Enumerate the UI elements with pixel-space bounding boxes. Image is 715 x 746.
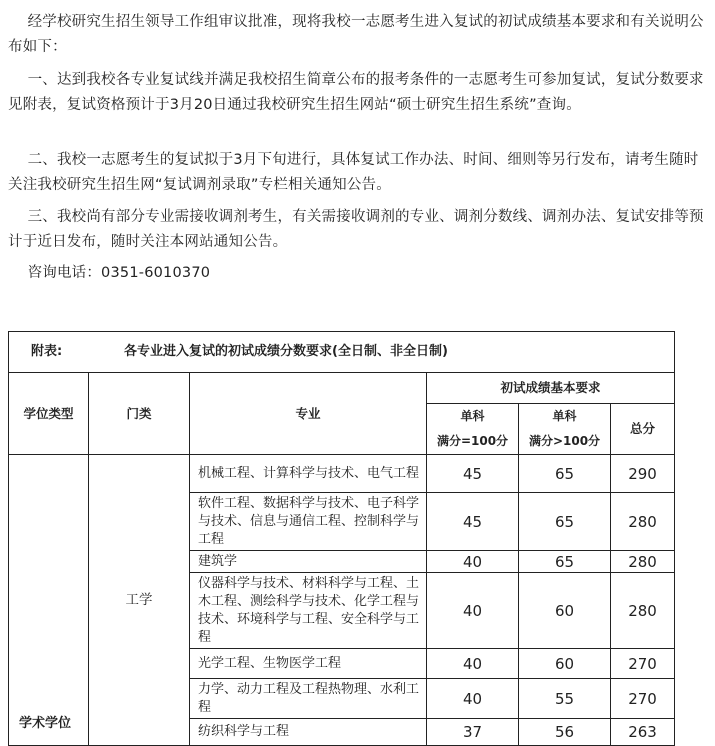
header-major: 专业	[190, 373, 427, 455]
intro-paragraph-1: 经学校研究生招生领导工作组审议批准，现将我校一志愿考生进入复试的初试成绩基本要求和有关说明公布如下：	[8, 14, 704, 55]
major-cell: 纺织科学与工程	[190, 719, 427, 746]
single-over-100-cell: 65	[519, 493, 611, 551]
single-100-cell: 37	[427, 719, 519, 746]
major-cell: 建筑学	[190, 551, 427, 573]
category-cell: 工学	[89, 455, 190, 746]
table-caption-row	[9, 332, 675, 373]
header-single-100	[427, 404, 519, 455]
header-total: 总分	[611, 404, 675, 455]
header-row-1	[9, 373, 675, 404]
total-cell: 280	[611, 493, 675, 551]
single-over-100-cell: 60	[519, 573, 611, 649]
single-100-cell: 45	[427, 493, 519, 551]
total-cell: 270	[611, 649, 675, 679]
total-cell: 280	[611, 573, 675, 649]
contact-phone: 咨询电话：0351-6010370	[27, 265, 211, 281]
single-100-cell: 40	[427, 649, 519, 679]
score-requirements-table	[8, 331, 675, 746]
total-cell: 270	[611, 679, 675, 719]
header-basic-requirement: 初试成绩基本要求	[427, 373, 675, 404]
header-single-100-a: 单科	[460, 409, 485, 423]
header-single-100-b: 满分=100分	[436, 434, 509, 448]
single-100-cell: 40	[427, 573, 519, 649]
single-100-cell: 45	[427, 455, 519, 493]
header-category: 门类	[89, 373, 190, 455]
table-caption	[9, 332, 675, 373]
single-over-100-cell: 65	[519, 551, 611, 573]
intro-paragraph-3: 二、我校一志愿考生的复试拟于3月下旬进行，具体复试工作办法、时间、细则等另行发布，请考生随时关注我校研究生招生网“复试调剂录取”专栏相关通知公告。	[8, 152, 699, 193]
single-over-100-cell: 65	[519, 455, 611, 493]
major-cell: 光学工程、生物医学工程	[190, 649, 427, 679]
header-degree-type: 学位类型	[9, 373, 89, 455]
header-single-over-100-a: 单科	[552, 409, 577, 423]
intro-paragraph-2: 一、达到我校各专业复试线并满足我校招生简章公布的报考条件的一志愿考生可参加复试，复试分数要求见附表，复试资格预计于3月20日通过我校研究生招生网站“硕士研究生招生系统”查询。	[8, 72, 704, 113]
header-single-over-100-b: 满分>100分	[528, 434, 601, 448]
intro-paragraph-4: 三、我校尚有部分专业需接收调剂考生，有关需接收调剂的专业、调剂分数线、调剂办法、复试安排等预计于近日发布，随时关注本网站通知公告。	[8, 209, 704, 250]
single-100-cell: 40	[427, 551, 519, 573]
single-100-cell: 40	[427, 679, 519, 719]
caption-title: 各专业进入复试的初试成绩分数要求(全日制、非全日制)	[124, 344, 448, 359]
degree-type-cell: 学术学位	[9, 455, 89, 746]
major-cell: 软件工程、数据科学与技术、电子科学与技术、信息与通信工程、控制科学与工程	[190, 493, 427, 551]
total-cell: 290	[611, 455, 675, 493]
major-cell: 机械工程、计算科学与技术、电气工程	[190, 455, 427, 493]
single-over-100-cell: 55	[519, 679, 611, 719]
table-row	[9, 455, 675, 493]
single-over-100-cell: 60	[519, 649, 611, 679]
total-cell: 280	[611, 551, 675, 573]
header-single-over-100	[519, 404, 611, 455]
caption-label: 附表:	[31, 344, 63, 359]
major-cell: 力学、动力工程及工程热物理、水利工程	[190, 679, 427, 719]
single-over-100-cell: 56	[519, 719, 611, 746]
major-cell: 仪器科学与技术、材料科学与工程、土木工程、测绘科学与技术、化学工程与技术、环境科学与工程、安全科学与工程	[190, 573, 427, 649]
total-cell: 263	[611, 719, 675, 746]
